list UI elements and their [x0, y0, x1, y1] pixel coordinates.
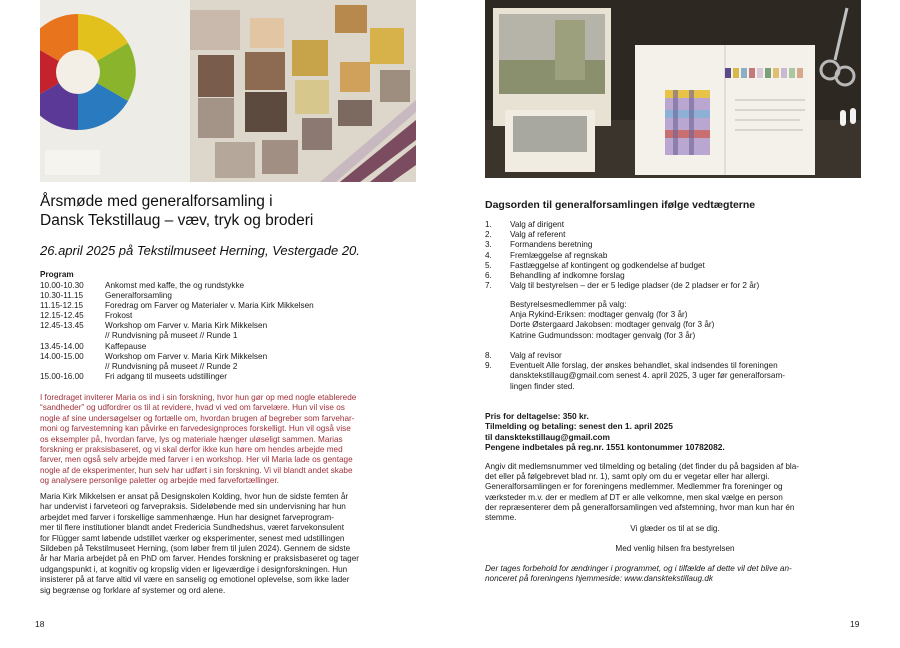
text-line: sig begrænse og forklare af systemer og ord alene.	[40, 585, 226, 595]
agenda-text: Valg til bestyrelsen – der er 5 ledige pladser (de 2 pladser er for 2 år)	[510, 281, 760, 291]
text-line: stemme.	[485, 513, 517, 523]
agenda-text: dansktekstillaug@gmail.com senest 4. april 2025, 3 uger før generalforsam-	[510, 371, 785, 381]
text-line: moni og farvestemning kan påvirke en farvedesignproces forskelligt. Hun vil også vise	[40, 424, 351, 434]
program-time: 11.15-12.15	[40, 301, 84, 311]
program-time: 10.30-11.15	[40, 291, 84, 301]
board-candidate: Anja Rykind-Eriksen: modtager genvalg (for 3 år)	[510, 310, 688, 320]
agenda-item	[485, 351, 865, 361]
agenda-text: Valg af revisor	[510, 351, 562, 360]
agenda-number: 1.	[485, 220, 492, 229]
text-line: I foredraget inviterer Maria os ind i sin forskning, hvor hun gør op med nogle etablerede	[40, 393, 357, 402]
program-row	[40, 291, 420, 301]
board-candidate: Dorte Østergaard Jakobsen: modtager genvalg (for 3 år)	[510, 320, 715, 330]
text-line: det eller på følgebrevet blad nr. 1), samt oply om du er vegetar eller har allergi.	[485, 472, 770, 482]
agenda-number: 2.	[485, 230, 492, 240]
registration-info	[485, 462, 870, 523]
deadline-line: Tilmelding og betaling: senest den 1. april 2025	[485, 421, 673, 432]
lecture-intro-paragraph	[40, 393, 418, 487]
program-time: 10.00-10.30	[40, 281, 84, 290]
agenda-text: Eventuelt Alle forslag, der ønskes behandlet, skal indsendes til foreningen	[510, 361, 778, 371]
program-time: 12.45-13.45	[40, 321, 84, 331]
agenda-list-continued	[485, 351, 865, 392]
program-row	[40, 301, 420, 311]
text-line: og analysere personlige paletter og arbejde med farvefortællinger.	[40, 476, 279, 486]
color-swatches-photo	[40, 0, 416, 182]
text-line: har undervist i farveteori og farvepraksis. Sideløbende med sin undervisning har hun	[40, 502, 346, 512]
program-row	[40, 311, 420, 321]
agenda-text: Valg af dirigent	[510, 220, 565, 229]
text-line: nogle af sine undersøgelser og fortælle om, hvordan brugen af begreber som farvehar-	[40, 413, 355, 423]
program-time: 13.45-14.00	[40, 341, 84, 351]
program-row	[40, 372, 420, 382]
text-line: “sandheder” og udfordrer os til at revidere, hvad vi ved om farvelære. Hun vil vise os	[40, 403, 345, 413]
text-line: Der tages forbehold for ændringer i programmet, og i tilfælde af dette vil det blive an-	[485, 564, 792, 573]
text-line: for Flügger samt løbende udstillet værker og eksperimenter, senest med udstillingen	[40, 533, 345, 543]
program-desc: Workshop om Farver v. Maria Kirk Mikkelsen	[105, 321, 268, 331]
agenda-number: 7.	[485, 281, 492, 291]
program-desc: Kaffepause	[105, 341, 147, 351]
title-line: Årsmøde med generalforsamling i	[40, 193, 273, 210]
program-row	[40, 342, 420, 352]
agenda-heading: Dagsorden til generalforsamlingen ifølge vedtægterne	[485, 199, 756, 211]
agenda-number: 8.	[485, 351, 492, 360]
program-heading: Program	[40, 270, 74, 279]
right-page	[450, 0, 900, 648]
program-row	[40, 352, 420, 362]
text-line: insisterer på at farve altid vil være en sanselig og emotionel oplevelse, som ikke lader	[40, 575, 350, 585]
agenda-text: lingen finder sted.	[510, 381, 575, 391]
program-list	[40, 281, 420, 382]
agenda-item	[485, 281, 865, 291]
text-line: nogle af de eksperimenter, hun selv har udført i sin forskning. Vi vil blandt andet skabe	[40, 465, 353, 475]
board-candidates	[510, 300, 714, 341]
program-row	[40, 281, 420, 291]
closing-greeting: Med venlig hilsen fra bestyrelsen	[615, 544, 735, 553]
page-number: 18	[35, 619, 45, 629]
text-line: år har Maria arbejdet på en PhD om farver. Hendes forskning er praksisbaseret og tager	[40, 554, 360, 564]
program-time	[40, 331, 105, 341]
program-row	[40, 331, 420, 341]
text-line: arbejdet med farver i forskellige sammenhænge. Hun har designet farveprogram-	[40, 512, 334, 522]
price-registration-block	[485, 411, 725, 453]
disclaimer	[485, 564, 792, 584]
program-desc: Frokost	[105, 311, 133, 321]
price-line: Pris for deltagelse: 350 kr.	[485, 411, 589, 421]
program-time	[40, 362, 105, 372]
email-line: til dansktekstillaug@gmail.com	[485, 431, 610, 442]
agenda-text: Fastlæggelse af kontingent og godkendelse af budget	[510, 260, 705, 270]
agenda-item	[485, 230, 865, 240]
agenda-number: 5.	[485, 260, 492, 270]
text-line: nonceret på foreningens hjemmeside: www.dansktekstillaug.dk	[485, 574, 714, 584]
program-time: 15.00-16.00	[40, 371, 84, 381]
title-line: Dansk Tekstillaug – væv, tryk og broderi	[40, 212, 314, 229]
agenda-item	[485, 271, 865, 281]
closing-welcome: Vi glæder os til at se dig.	[630, 524, 720, 533]
text-line: os eksempler på, hvordan farve, lys og materiale hænger uløseligt sammen. Marias	[40, 434, 343, 444]
agenda-text: Valg af referent	[510, 230, 566, 240]
text-line: værksteder m.v. der er medlem af DT er alle velkomne, men skal vælge en person	[485, 492, 783, 502]
agenda-item	[485, 251, 865, 261]
agenda-text: Fremlæggelse af regnskab	[510, 250, 608, 260]
board-candidate: Katrine Gudmundsson: modtager genvalg (for 3 år)	[510, 330, 696, 340]
agenda-number: 9.	[485, 361, 492, 371]
text-line: farver, men også selv arbejde med farver i en workshop. Her vil Maria lade os gentage	[40, 455, 353, 465]
agenda-text: Formandens beretning	[510, 240, 593, 250]
agenda-item	[485, 261, 865, 271]
text-line: forskning er praksisbaseret, og vi skal derfor ikke kun høre om hendes arbejde med	[40, 445, 343, 455]
program-desc: Ankomst med kaffe, the og rundstykke	[105, 281, 245, 290]
program-time: 14.00-15.00	[40, 351, 84, 361]
event-date-location: 26.april 2025 på Tekstilmuseet Herning, Vestergade 20.	[40, 243, 360, 258]
program-row	[40, 362, 420, 372]
program-desc: Generalforsamling	[105, 291, 172, 301]
agenda-number: 6.	[485, 271, 492, 281]
agenda-list	[485, 220, 865, 291]
agenda-number: 4.	[485, 250, 492, 260]
text-line: Sildeben på Tekstilmuseet Herning, (som løber frem til julen 2024). Gennem de sidste	[40, 544, 351, 554]
text-line: Angiv dit medlemsnummer ved tilmelding og betaling (det finder du på bagsiden af bla-	[485, 462, 800, 471]
text-line: Maria Kirk Mikkelsen er ansat på Designskolen Kolding, hvor hun de sidste femten år	[40, 492, 349, 501]
agenda-item	[485, 220, 865, 230]
event-title	[40, 192, 420, 230]
sketchbook-photo	[485, 0, 861, 178]
program-row	[40, 321, 420, 331]
speaker-bio-paragraph	[40, 492, 418, 596]
text-line: der repræsenterer dem på generalforsamlingen ved afstemning, hvor man kun har én	[485, 502, 795, 512]
program-desc: // Rundvisning på museet // Runde 2	[105, 361, 238, 371]
agenda-item	[485, 240, 865, 250]
text-line: udgangspunkt i, at kognitiv og kropslig viden er ligeværdige i designforskningen. Hun	[40, 564, 348, 574]
program-time: 12.15-12.45	[40, 311, 84, 321]
agenda-item	[485, 361, 865, 392]
agenda-number: 3.	[485, 240, 492, 250]
program-desc: Fri adgang til museets udstillinger	[105, 371, 227, 381]
program-desc: Workshop om Farver v. Maria Kirk Mikkelsen	[105, 351, 268, 361]
agenda-text: Behandling af indkomne forslag	[510, 271, 625, 281]
page-number: 19	[850, 619, 860, 629]
bank-line: Pengene indbetales på reg.nr. 1551 kontonummer 10782082.	[485, 442, 725, 453]
text-line: Generalforsamlingen er for foreningens medlemmer. Medlemmer fra foreninger og	[485, 482, 783, 492]
text-line: mer til flere institutioner blandt andet Fredericia Sundhedshus, været farvekonsulent	[40, 523, 345, 533]
program-desc: Foredrag om Farver og Materialer v. Maria Kirk Mikkelsen	[105, 301, 314, 311]
board-heading: Bestyrelsesmedlemmer på valg:	[510, 300, 627, 309]
program-desc: // Rundvisning på museet // Runde 1	[105, 331, 238, 341]
